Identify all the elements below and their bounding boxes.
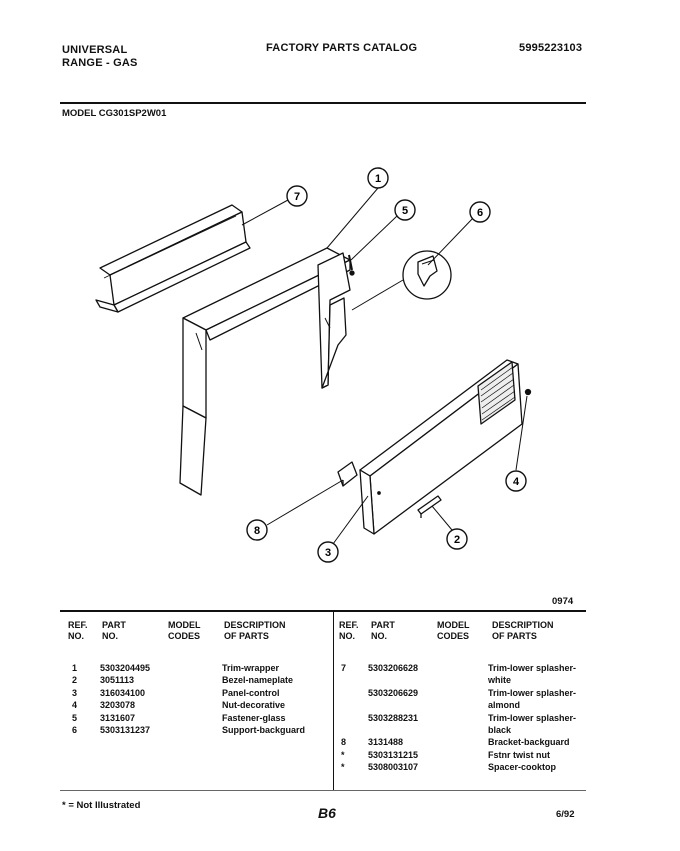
part-bracket-backguard [338, 462, 357, 486]
table-row: 5303288231 Trim-lower splasher- [368, 712, 577, 723]
callout-6 [470, 202, 490, 222]
table-row: * 5303131215 Fstnr twist nut [341, 749, 550, 760]
svg-text:1: 1 [374, 173, 382, 185]
callout-1 [368, 168, 388, 188]
part-control-panel [360, 360, 522, 534]
model-number: MODEL CG301SP2W01 [62, 108, 167, 119]
table-row: 4 3203078 Nut-decorative [72, 700, 286, 711]
callout-5 [395, 200, 415, 220]
table-divider [333, 612, 334, 790]
header-model-codes: MODEL CODES [168, 620, 201, 641]
svg-text:8: 8 [253, 525, 261, 537]
figure-code: 0974 [552, 596, 574, 607]
header-part-no: PART NO. [102, 620, 126, 641]
callout-2 [447, 529, 467, 549]
table-row: white [488, 675, 512, 686]
catalog-number: 5995223103 [519, 42, 583, 54]
footnote: * = Not Illustrated [62, 800, 141, 811]
table-bottom-rule [60, 790, 586, 791]
brand-line-2: RANGE - GAS [62, 57, 138, 69]
header-model-codes-right: MODEL CODES [437, 620, 470, 641]
header-rule [60, 102, 586, 104]
print-date: 6/92 [556, 809, 575, 820]
table-row: almond [488, 700, 521, 711]
header-part-no-right: PART NO. [371, 620, 395, 641]
table-row: 3 316034100 Panel-control [72, 687, 280, 698]
catalog-title: FACTORY PARTS CATALOG [266, 42, 418, 54]
svg-text:7: 7 [293, 191, 301, 203]
part-trim-wrapper [180, 248, 350, 495]
table-row: * 5308003107 Spacer-cooktop [341, 762, 557, 773]
svg-text:6: 6 [476, 207, 484, 219]
svg-text:5: 5 [401, 205, 409, 217]
table-row: 7 5303206628 Trim-lower splasher- [341, 663, 577, 673]
part-support-backguard [352, 251, 451, 310]
header-ref-no: REF. NO. [68, 620, 88, 641]
table-row: 2 3051113 Bezel-nameplate [72, 675, 294, 686]
parts-table-left [72, 662, 332, 736]
callout-4 [506, 471, 526, 491]
svg-text:2: 2 [453, 534, 461, 546]
callout-3 [318, 542, 338, 562]
parts-table-right [341, 662, 591, 774]
table-row: 8 3131488 Bracket-backguard [341, 737, 570, 748]
brand-line-1: UNIVERSAL [62, 44, 128, 56]
table-row: 5303206629 Trim-lower splasher- [368, 687, 577, 698]
header-description: DESCRIPTION OF PARTS [224, 620, 286, 641]
table-row: 6 5303131237 Support-backguard [72, 725, 306, 736]
table-top-rule [60, 610, 586, 612]
callout-7 [287, 186, 307, 206]
table-row: 5 3131607 Fastener-glass [72, 712, 286, 723]
header-description-right: DESCRIPTION OF PARTS [492, 620, 554, 641]
callout-8 [247, 520, 267, 540]
part-nut-decorative [526, 390, 531, 395]
table-row: 1 5303204495 Trim-wrapper [72, 663, 280, 673]
header-ref-no-right: REF. NO. [339, 620, 359, 641]
table-row: black [488, 725, 512, 736]
svg-text:3: 3 [324, 547, 332, 559]
exploded-parts-diagram [60, 150, 590, 610]
svg-text:4: 4 [512, 476, 520, 488]
page-number: B6 [318, 805, 336, 821]
